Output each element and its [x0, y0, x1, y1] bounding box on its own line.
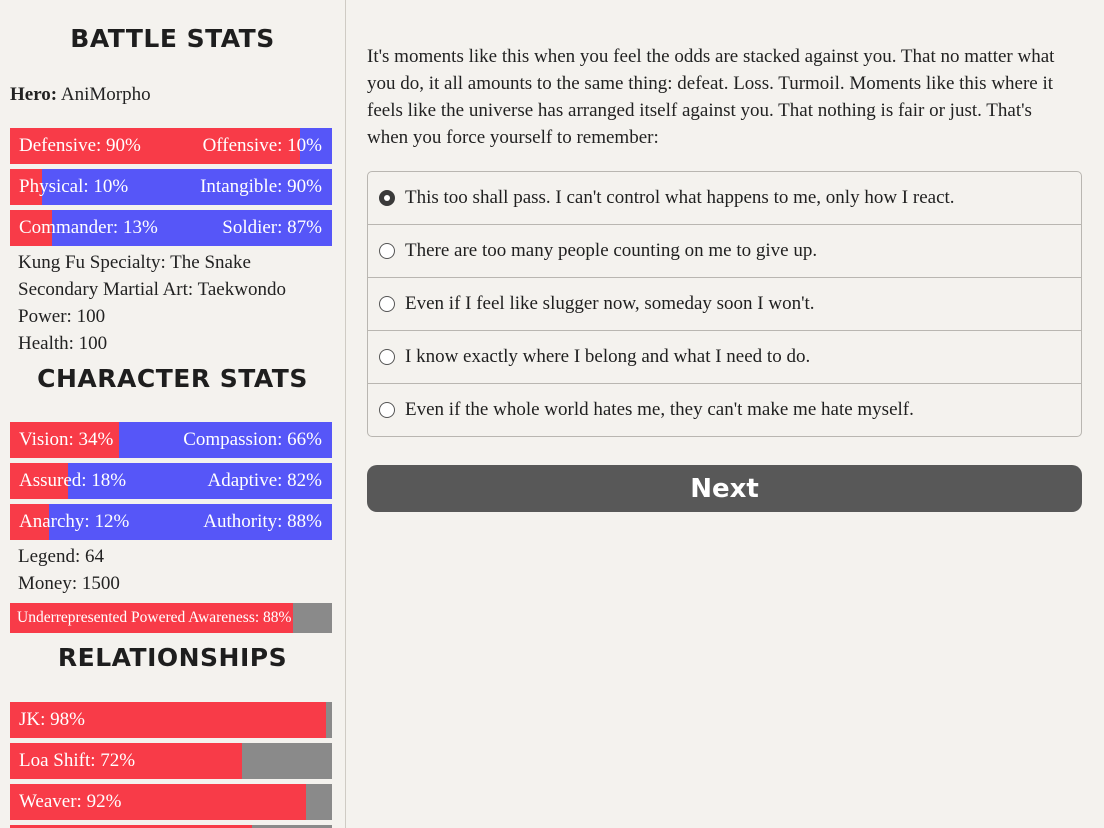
stat-bar-right-label: Adaptive: 82%	[207, 470, 322, 491]
relationship-label: JK: 98%	[19, 709, 85, 730]
health-stat: Health: 100	[18, 333, 108, 354]
stat-bar-left-label: Physical: 10%	[19, 176, 129, 197]
relationship-bar-loa-shift	[10, 743, 332, 779]
radio-button[interactable]	[379, 402, 395, 418]
kung-fu-specialty: Kung Fu Specialty: The Snake	[18, 252, 251, 273]
choice-label: Even if I feel like slugger now, someday soon I won't.	[405, 293, 815, 314]
stat-bar-vision-compassion	[10, 422, 332, 458]
stat-bar-anarchy-authority	[10, 504, 332, 540]
story-text: It's moments like this when you feel the odds are stacked against you. That no matter what you do, it all amounts to the same thing: defeat. Loss. Turmoil. Moments like this where it feels like the universe has arranged itself against you. That nothing is fair or just. That's when you force yourself to remember:	[367, 46, 1055, 148]
stat-bar-right-label: Authority: 88%	[203, 511, 322, 532]
secondary-martial-art: Secondary Martial Art: Taekwondo	[18, 279, 286, 300]
radio-button[interactable]	[379, 296, 395, 312]
choice-label: There are too many people counting on me to give up.	[405, 240, 818, 261]
stat-bar-left-label: Vision: 34%	[19, 429, 114, 450]
choice-option[interactable]	[368, 172, 1081, 224]
awareness-label: Underrepresented Powered Awareness: 88%	[17, 609, 292, 626]
stat-bar-left-label: Defensive: 90%	[19, 135, 141, 156]
awareness-bar	[10, 603, 332, 633]
next-button[interactable]: Next	[367, 465, 1082, 512]
stat-bar-defensive-offensive	[10, 128, 332, 164]
stat-bar-left-label: Assured: 18%	[19, 470, 127, 491]
stat-bar-commander-soldier	[10, 210, 332, 246]
hero-line	[10, 84, 151, 106]
choice-option[interactable]	[368, 277, 1081, 330]
radio-button[interactable]	[379, 349, 395, 365]
relationships-title: RELATIONSHIPS	[57, 643, 288, 672]
choice-label: This too shall pass. I can't control what happens to me, only how I react.	[405, 187, 955, 208]
relationship-bar-jk	[10, 702, 332, 738]
stat-bar-physical-intangible	[10, 169, 332, 205]
stat-bar-right-label: Offensive: 10%	[202, 135, 322, 156]
choice-option[interactable]	[368, 330, 1081, 383]
choice-label: Even if the whole world hates me, they can't make me hate myself.	[405, 399, 914, 420]
stat-bar-right-label: Soldier: 87%	[222, 217, 322, 238]
battle-stats-title: BATTLE STATS	[70, 24, 275, 53]
power-stat: Power: 100	[18, 306, 106, 327]
choice-option[interactable]	[368, 224, 1081, 277]
relationship-bar-weaver	[10, 784, 332, 820]
story-panel	[346, 0, 1104, 828]
choice-option[interactable]	[368, 383, 1081, 436]
stat-bar-right-label: Compassion: 66%	[183, 429, 322, 450]
relationship-label: Weaver: 92%	[19, 791, 122, 812]
choice-list	[367, 171, 1082, 437]
radio-button[interactable]	[379, 243, 395, 259]
stat-bar-assured-adaptive	[10, 463, 332, 499]
character-stats-title: CHARACTER STATS	[37, 364, 308, 393]
money-stat: Money: 1500	[18, 573, 120, 594]
legend-stat: Legend: 64	[18, 546, 105, 567]
relationship-label: Loa Shift: 72%	[19, 750, 136, 771]
choice-label: I know exactly where I belong and what I need to do.	[405, 346, 811, 367]
hero-name: AniMorpho	[60, 84, 151, 105]
stats-sidebar	[0, 0, 346, 828]
stat-bar-right-label: Intangible: 90%	[200, 176, 322, 197]
radio-button[interactable]	[379, 190, 395, 206]
stat-bar-left-label: Commander: 13%	[19, 217, 158, 238]
hero-label: Hero:	[10, 84, 58, 105]
stat-bar-left-label: Anarchy: 12%	[19, 511, 130, 532]
